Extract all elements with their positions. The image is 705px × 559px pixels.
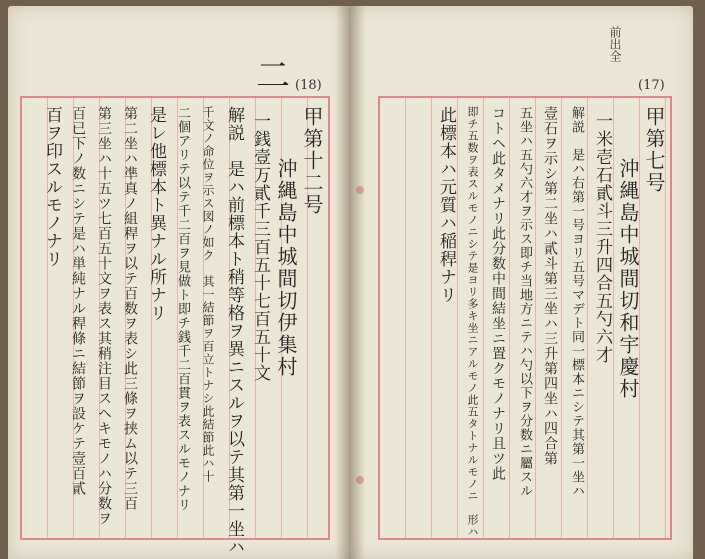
text-column: 一米壱石貳斗三升四合五勺六才 (592, 112, 612, 364)
text-column: 甲第十二号 (300, 106, 324, 216)
text-column: 壹石ヲ示シ第二坐ハ貳斗第三坐ハ三升第四坐ハ四合第 (542, 106, 558, 466)
text-column: 百ヲ印スルモノナリ (42, 106, 62, 268)
left-page (8, 6, 350, 559)
text-column: 即チ五数ヲ表スルモノニシテ是ヨリ多キ坐ニアルモノ此五タトナルモノニ 形ハ (466, 106, 479, 538)
text-column: 解説 是ハ右第一号ヨリ五号マデト同一標本ニシテ其第一坐ハ (569, 106, 584, 498)
text-column: コトヘ此タメナリ此分数中間結坐ニ置クモノナリ且ツ此 (490, 106, 506, 481)
text-column: 甲第七号 (642, 106, 666, 194)
text-column: 五坐ハ五勺六才ヲ示ス即チ当地方ニテハ勺以下ヲ分数ニ屬スル (517, 106, 532, 498)
left-ruled-frame (20, 96, 330, 556)
text-column: 沖縄島中城間切和宇慶村 (616, 158, 640, 400)
text-column: 第二坐ハ凖真ノ組稈ヲ以テ百数ヲ表シ此三條ヲ挟ム以テ三百 (122, 106, 138, 511)
text-column: 是レ他標本ト異ナル所ナリ (146, 106, 166, 322)
text-column: 沖縄島中城間切伊集村 (274, 158, 298, 378)
right-page (350, 6, 693, 559)
text-column: 此標本ハ元質ハ稲稈ナリ (436, 106, 456, 304)
text-column: 千文ノ命位ヲ示ス図ノ如ク 其一結節ヲ百立トナシ此結節此ハ十 (201, 106, 215, 483)
text-column: 二個アリテ以テ千二百ヲ見做ト即チ銭千二百貫ヲ表スルモノナリ (175, 106, 190, 512)
section-number: 二 (256, 56, 290, 96)
text-column: 解説 是ハ前標本ト稍等格ヲ異ニスルヲ以テ其第一坐ハ (224, 106, 244, 556)
right-page-number: (17) (638, 78, 665, 93)
text-column: 一銭壹万貳千三百五十七百五十文 (250, 112, 270, 382)
text-column: 第三坐ハ十五ツ七百五十文ヲ表ス其稍注目スヘキモノハ分数ヲ (96, 106, 112, 526)
text-column: 百已下ノ数ニシテ是ハ単純ナル稈條ニ結節ヲ設ケテ壹百貳 (70, 106, 86, 496)
annotation-stamp: 前出全 (608, 26, 622, 62)
right-ruled-frame (378, 96, 672, 540)
left-page-number: (18) (295, 78, 322, 93)
book-gutter (335, 6, 365, 559)
